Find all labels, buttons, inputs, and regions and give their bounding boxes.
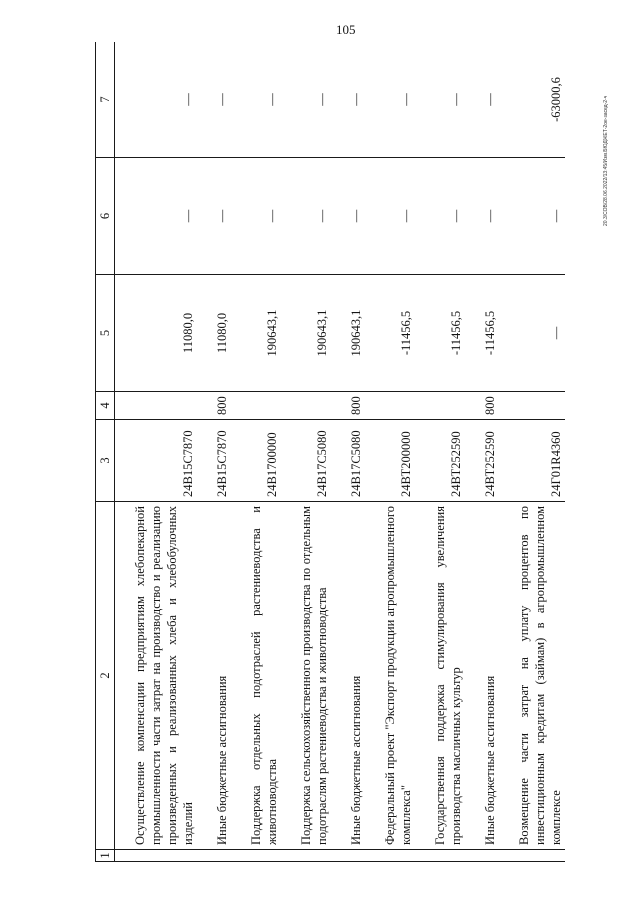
side-note-text: 20.3/СОВ/28.06.2022/13:45/Изм.БЮДЖЕТ-2ое-засед-2-ч — [603, 95, 609, 226]
row-value-6: — — [131, 158, 197, 275]
row-value-7: — — [213, 42, 231, 158]
spacer-row — [197, 42, 213, 862]
row-code: 24В17С5080 — [297, 420, 331, 502]
row-value-7: — — [481, 42, 499, 158]
row-name: Поддержка сельскохозяйственного производства по отдельным подотраслям растениеводства и животноводства — [297, 502, 331, 850]
row-value-5: — — [515, 275, 565, 392]
row-value-6: — — [481, 158, 499, 275]
row-type — [515, 392, 565, 420]
spacer-row — [465, 42, 481, 862]
rotated-table-sheet — [95, 42, 588, 862]
row-value-7: — — [297, 42, 331, 158]
page-number: 105 — [336, 22, 356, 37]
row-type: 800 — [347, 392, 365, 420]
row-name: Поддержка отдельных подотраслей растениеводства и животноводства — [247, 502, 281, 850]
row-type — [297, 392, 331, 420]
row-value-7: -63000,6 — [515, 42, 565, 158]
column-number: 6 — [96, 158, 115, 275]
row-value-6: — — [213, 158, 231, 275]
row-value-5: -11456,5 — [381, 275, 415, 392]
row-value-6: — — [515, 158, 565, 275]
row-name: Государственная поддержка стимулирования увеличения производства масличных культур — [431, 502, 465, 850]
spacer-row — [231, 42, 247, 862]
column-number: 5 — [96, 275, 115, 392]
spacer-row — [365, 42, 381, 862]
spacer-row — [331, 42, 347, 862]
row-value-6: — — [347, 158, 365, 275]
table-holder — [95, 42, 588, 862]
row-type — [381, 392, 415, 420]
column-number: 7 — [96, 42, 115, 158]
row-value-5: -11456,5 — [431, 275, 465, 392]
row-code: 24В15С7870 — [131, 420, 197, 502]
row-name: Осуществление компенсации предприятиям хлебопекарной промышленности части затрат на производство и реализацию произведенных и реализованных хлеба и хлебобулочных изделий — [131, 502, 197, 850]
table-row — [297, 42, 331, 862]
row-name: Иные бюджетные ассигнования — [481, 502, 499, 850]
budget-table — [95, 42, 565, 862]
table-row — [481, 42, 499, 862]
spacer-row — [115, 42, 132, 862]
row-value-5: 11080,0 — [131, 275, 197, 392]
row-value-7: — — [347, 42, 365, 158]
spacer-row — [499, 42, 515, 862]
row-code: 24Г01R4360 — [515, 420, 565, 502]
row-value-7: — — [431, 42, 465, 158]
side-note — [600, 40, 616, 780]
table-row — [131, 42, 197, 862]
row-name: Иные бюджетные ассигнования — [213, 502, 231, 850]
row-value-5: 11080,0 — [213, 275, 231, 392]
row-type — [131, 392, 197, 420]
table-row — [381, 42, 415, 862]
row-code: 24В15С7870 — [213, 420, 231, 502]
table-row — [347, 42, 365, 862]
column-number: 1 — [96, 850, 115, 862]
row-name: Иные бюджетные ассигнования — [347, 502, 365, 850]
table-row — [515, 42, 565, 862]
row-value-5: 190643,1 — [247, 275, 281, 392]
row-type: 800 — [481, 392, 499, 420]
row-value-7: — — [131, 42, 197, 158]
column-number: 4 — [96, 392, 115, 420]
table-row — [213, 42, 231, 862]
row-code: 24ВТ200000 — [381, 420, 415, 502]
spacer-row — [281, 42, 297, 862]
row-value-6: — — [431, 158, 465, 275]
row-value-5: 190643,1 — [347, 275, 365, 392]
row-code: 24ВТ252590 — [481, 420, 499, 502]
row-code: 24ВТ252590 — [431, 420, 465, 502]
row-type: 800 — [213, 392, 231, 420]
row-name: Возмещение части затрат на уплату процентов по инвестиционным кредитам (займам) в агропромышленном комплексе — [515, 502, 565, 850]
row-type — [431, 392, 465, 420]
row-code: 24В1700000 — [247, 420, 281, 502]
row-value-5: 190643,1 — [297, 275, 331, 392]
row-value-7: — — [381, 42, 415, 158]
column-number: 3 — [96, 420, 115, 502]
column-number: 2 — [96, 502, 115, 850]
column-number-row — [96, 42, 115, 862]
table-row — [431, 42, 465, 862]
row-value-6: — — [381, 158, 415, 275]
table-row — [247, 42, 281, 862]
row-value-5: -11456,5 — [481, 275, 499, 392]
row-value-6: — — [247, 158, 281, 275]
row-value-7: — — [247, 42, 281, 158]
row-type — [247, 392, 281, 420]
row-code: 24В17С5080 — [347, 420, 365, 502]
spacer-row — [415, 42, 431, 862]
row-name: Федеральный проект "Экспорт продукции агропромышленного комплекса" — [381, 502, 415, 850]
row-value-6: — — [297, 158, 331, 275]
